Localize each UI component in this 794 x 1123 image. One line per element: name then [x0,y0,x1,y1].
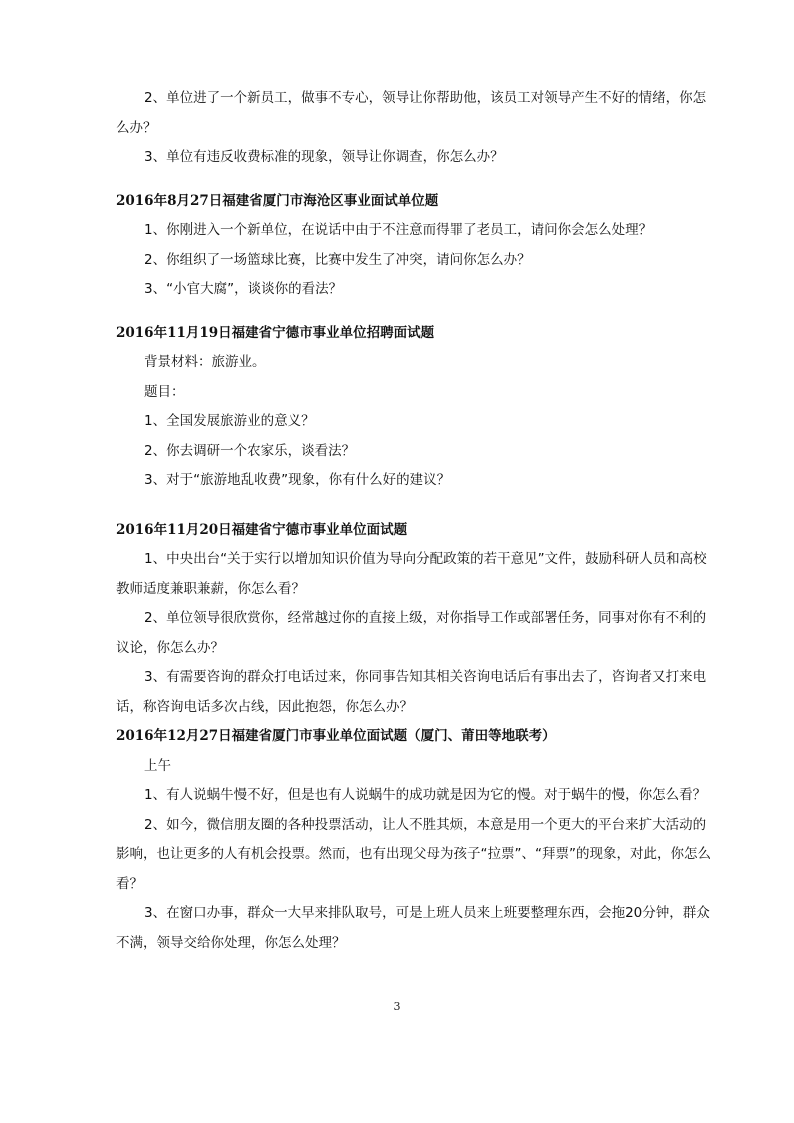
section-heading: 2016年8月27日福建省厦门市海沧区事业面试单位题 [116,192,439,209]
question-paragraph: 1、中央出台“关于实行以增加知识价值为导向分配政策的若干意见”文件，鼓励科研人员和高校教师适度兼职兼薪，你怎么看？ [116,551,707,597]
section-heading: 2016年12月27日福建省厦门市事业单位面试题（厦门、莆田等地联考） [116,728,556,744]
question-paragraph: 3、有需要咨询的群众打电话过来，你同事告知其相关咨询电话后有事出去了，咨询者又打来电话，称咨询电话多次占线，因此抱怨，你怎么办？ [116,669,707,715]
question-paragraph: 3、在窗口办事，群众一大早来排队取号，可是上班人员来上班要整理东西，会拖20分钟，群众不满，领导交给你处理，你怎么处理？ [116,905,710,951]
question-paragraph: 3、单位有违反收费标准的现象，领导让你调查，你怎么办？ [144,149,504,165]
section-ningde-recruit [116,319,716,496]
background-material: 背景材料：旅游业。 [144,354,266,370]
spacer [116,496,716,516]
section-ningde-interview [116,516,716,723]
question-paragraph: 1、你刚进入一个新单位，在说话中由于不注意而得罪了老员工，请问你会怎么处理？ [144,222,653,238]
question-paragraph: 1、有人说蜗牛慢不好，但是也有人说蜗牛的成功就是因为它的慢。对于蜗牛的慢，你怎么看？ [144,787,707,803]
page-number: 3 [393,1000,401,1013]
question-paragraph: 2、单位进了一个新员工，做事不专心，领导让你帮助他，该员工对领导产生不好的情绪，你怎么办？ [116,90,707,136]
question-paragraph: 3、“小官大腐”，谈谈你的看法？ [144,281,343,297]
page-content [116,84,716,958]
question-paragraph: 3、对于“旅游地乱收费”现象，你有什么好的建议？ [144,472,451,488]
section-heading: 2016年11月19日福建省宁德市事业单位招聘面试题 [116,324,435,341]
section-haicang [116,187,716,305]
question-label: 题目： [144,383,185,400]
spacer [116,305,716,319]
session-label: 上午 [144,757,171,774]
question-paragraph: 2、单位领导很欣赏你，经常越过你的直接上级，对你指导工作或部署任务，同事对你有不利的议论，你怎么办？ [116,610,707,656]
section-continuation [116,84,716,173]
spacer [116,173,716,187]
section-heading: 2016年11月20日福建省宁德市事业单位面试题 [116,521,408,538]
question-paragraph: 2、你组织了一场篮球比赛，比赛中发生了冲突，请问你怎么办？ [144,251,531,268]
question-paragraph: 2、你去调研一个农家乐，谈看法？ [144,442,356,459]
section-xiamen-joint [116,722,716,958]
question-paragraph: 2、如今，微信朋友圈的各种投票活动，让人不胜其烦，本意是用一个更大的平台来扩大活动的影响，也让更多的人有机会投票。然而，也有出现父母为孩子“拉票”、“拜票”的现象，对此，你怎么看？ [116,816,711,892]
question-paragraph: 1、全国发展旅游业的意义？ [144,413,315,429]
